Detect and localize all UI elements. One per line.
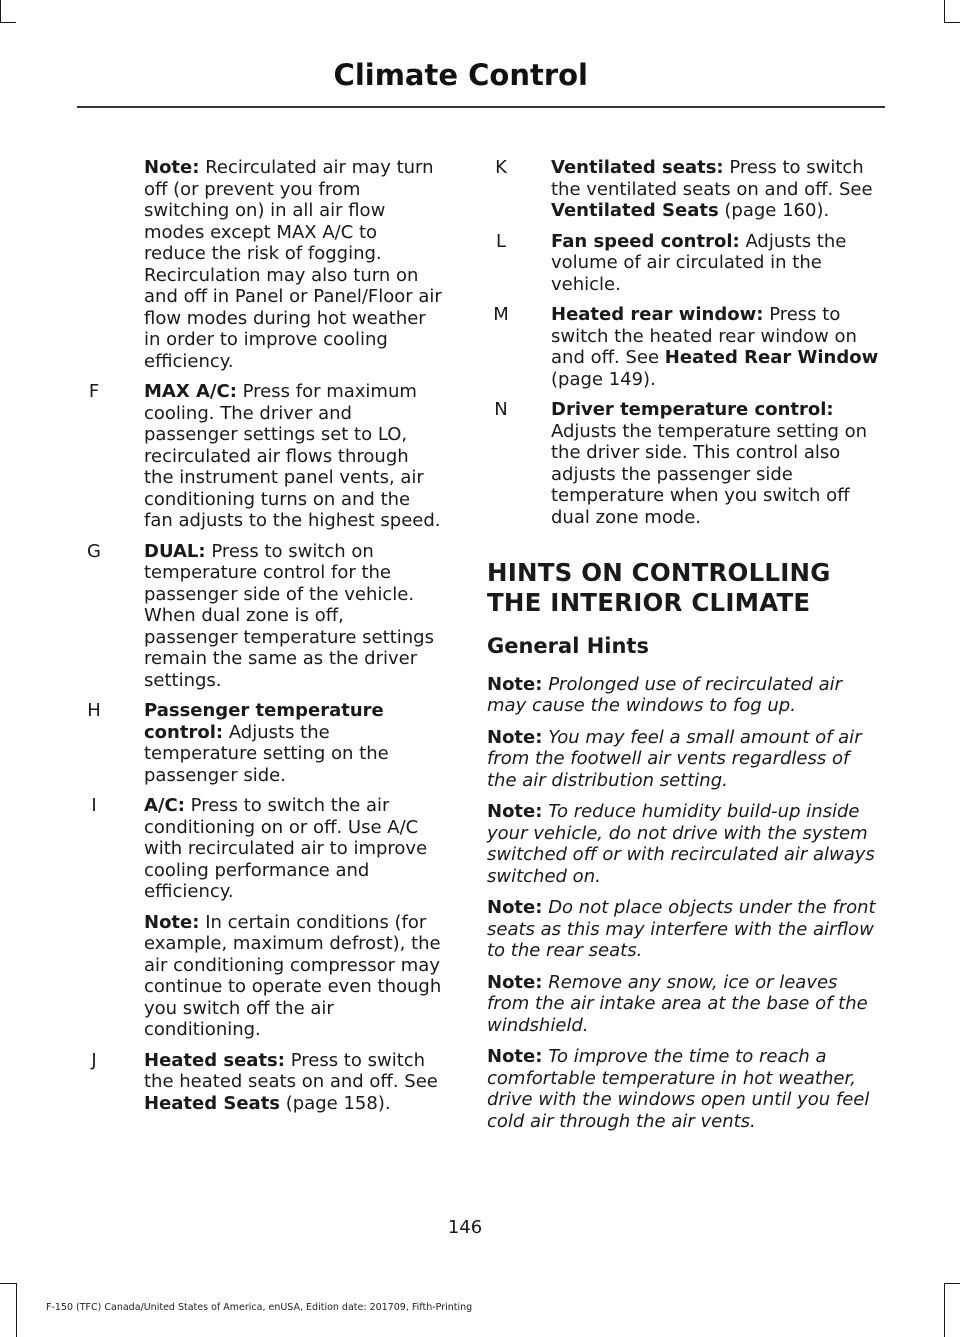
item-title: Driver temperature control:: [551, 399, 834, 420]
control-item-m: [487, 304, 882, 390]
note-text: To improve the time to reach a comfortable temperature in hot weather, drive with the windows open until you feel cold air through the air vents.: [487, 1046, 870, 1132]
note-text: Prolonged use of recirculated air may cause the windows to fog up.: [487, 673, 842, 716]
item-letter: L: [495, 230, 507, 252]
crop-mark-top-right: [944, 22, 960, 23]
note-label: Note:: [144, 157, 200, 178]
note-label: Note:: [487, 897, 543, 918]
item-text: Adjusts the temperature setting on the passenger side.: [144, 721, 389, 786]
crop-mark-bottom-left: [16, 1283, 17, 1337]
item-title: Fan speed control:: [551, 230, 740, 252]
hint-note: [487, 674, 882, 717]
crop-mark-top-right: [944, 0, 945, 22]
page-reference: (page 158).: [285, 1092, 391, 1114]
item-title: MAX A/C:: [144, 381, 237, 402]
item-text: Press to switch the heated rear window on and off. See: [551, 304, 857, 368]
item-letter: N: [494, 399, 508, 420]
section-heading: HINTS ON CONTROLLING THE INTERIOR CLIMATE: [487, 558, 831, 617]
crop-mark-top-left: [0, 22, 16, 23]
control-item-k: [487, 157, 882, 222]
item-text: Adjusts the temperature setting on the driver side. This control also adjusts the passenger side temperature when you switch off dual zone mode.: [551, 420, 868, 528]
item-title: Heated rear window:: [551, 304, 764, 325]
item-letter: K: [495, 157, 507, 178]
control-item-f: [80, 381, 442, 532]
item-letter: G: [87, 540, 101, 562]
item-title: Heated seats:: [144, 1049, 285, 1071]
page-reference: (page 160).: [724, 200, 830, 221]
cross-reference-link[interactable]: Heated Rear Window: [664, 347, 879, 368]
subheading: General Hints: [487, 634, 649, 658]
item-text: Adjusts the volume of air circulated in the vehicle.: [551, 230, 847, 295]
item-text: Press to switch the heated seats on and off. See: [144, 1049, 438, 1092]
hint-note: [487, 801, 882, 887]
item-title: Ventilated seats:: [551, 157, 724, 178]
item-title: DUAL:: [144, 540, 206, 562]
left-column: [80, 157, 442, 1123]
hint-note: [487, 897, 882, 962]
hint-note: [487, 1046, 882, 1132]
cross-reference-link[interactable]: Heated Seats: [144, 1092, 281, 1114]
header-divider: [77, 106, 885, 108]
item-text: Press to switch the ventilated seats on and off. See: [551, 157, 873, 200]
crop-mark-bottom-right: [944, 1283, 960, 1284]
page-reference: (page 149).: [551, 368, 656, 390]
page-title: Climate Control: [333, 58, 588, 92]
note-text: In certain conditions (for example, maximum defrost), the air conditioning compressor may continue to operate even though you switch off the air conditioning.: [144, 911, 442, 1040]
note-label: Note:: [487, 673, 543, 695]
control-item-j: [80, 1050, 442, 1115]
control-item-n: [487, 399, 882, 528]
note-text: Do not place objects under the front seats as this may interfere with the airflow to the rear seats.: [487, 897, 876, 961]
item-letter: M: [493, 304, 509, 325]
intro-note: [80, 157, 442, 372]
item-text: Press to switch the air conditioning on or off. Use A/C with recirculated air to improve cooling performance and efficiency.: [144, 795, 428, 902]
note-label: Note:: [487, 971, 543, 993]
control-item-h: [80, 700, 442, 786]
note-text: To reduce humidity build-up inside your vehicle, do not drive with the system switched off or with recirculated air always switched on.: [487, 801, 875, 887]
hint-note: [487, 972, 882, 1037]
item-text: Press to switch on temperature control for the passenger side of the vehicle. When dual zone is off, passenger temperature settings remain the same as the driver settings.: [144, 540, 434, 691]
item-letter: H: [87, 700, 101, 721]
item-letter: J: [91, 1049, 97, 1071]
note-label: Note:: [144, 911, 200, 933]
note-label: Note:: [487, 726, 543, 748]
right-column: [487, 157, 882, 1142]
control-item-l: [487, 231, 882, 296]
item-title: Passenger temperature control:: [144, 700, 384, 743]
item-letter: F: [88, 381, 100, 402]
control-item-g: [80, 541, 442, 692]
note-text: Remove any snow, ice or leaves from the air intake area at the base of the windshield.: [487, 971, 868, 1036]
note-label: Note:: [487, 801, 543, 822]
item-text: Press for maximum cooling. The driver and passenger settings set to LO, recirculated air flows through the instrument panel vents, air conditioning turns on and the fan adjusts to the highest speed.: [144, 381, 441, 531]
note-text: You may feel a small amount of air from the footwell air vents regardless of the air distribution setting.: [487, 726, 862, 791]
footer-edition-info: F-150 (TFC) Canada/United States of America, enUSA, Edition date: 201709, Fifth-Printing: [46, 1302, 473, 1313]
cross-reference-link[interactable]: Ventilated Seats: [551, 200, 719, 221]
item-title: A/C:: [144, 795, 185, 816]
crop-mark-bottom-left: [0, 1283, 16, 1284]
item-letter: I: [91, 795, 97, 816]
note-text: Recirculated air may turn off (or prevent you from switching on) in all air flow modes except MAX A/C to reduce the risk of fogging. Recirculation may also turn on and off in Panel or Panel/Floor air flow modes during hot weather in order to improve cooling efficiency.: [144, 157, 442, 372]
crop-mark-top-left: [0, 0, 1, 22]
control-item-i: [80, 795, 442, 1041]
note-label: Note:: [487, 1046, 543, 1067]
page-number: 146: [447, 1217, 483, 1238]
hint-note: [487, 727, 882, 792]
crop-mark-bottom-right: [944, 1283, 945, 1337]
